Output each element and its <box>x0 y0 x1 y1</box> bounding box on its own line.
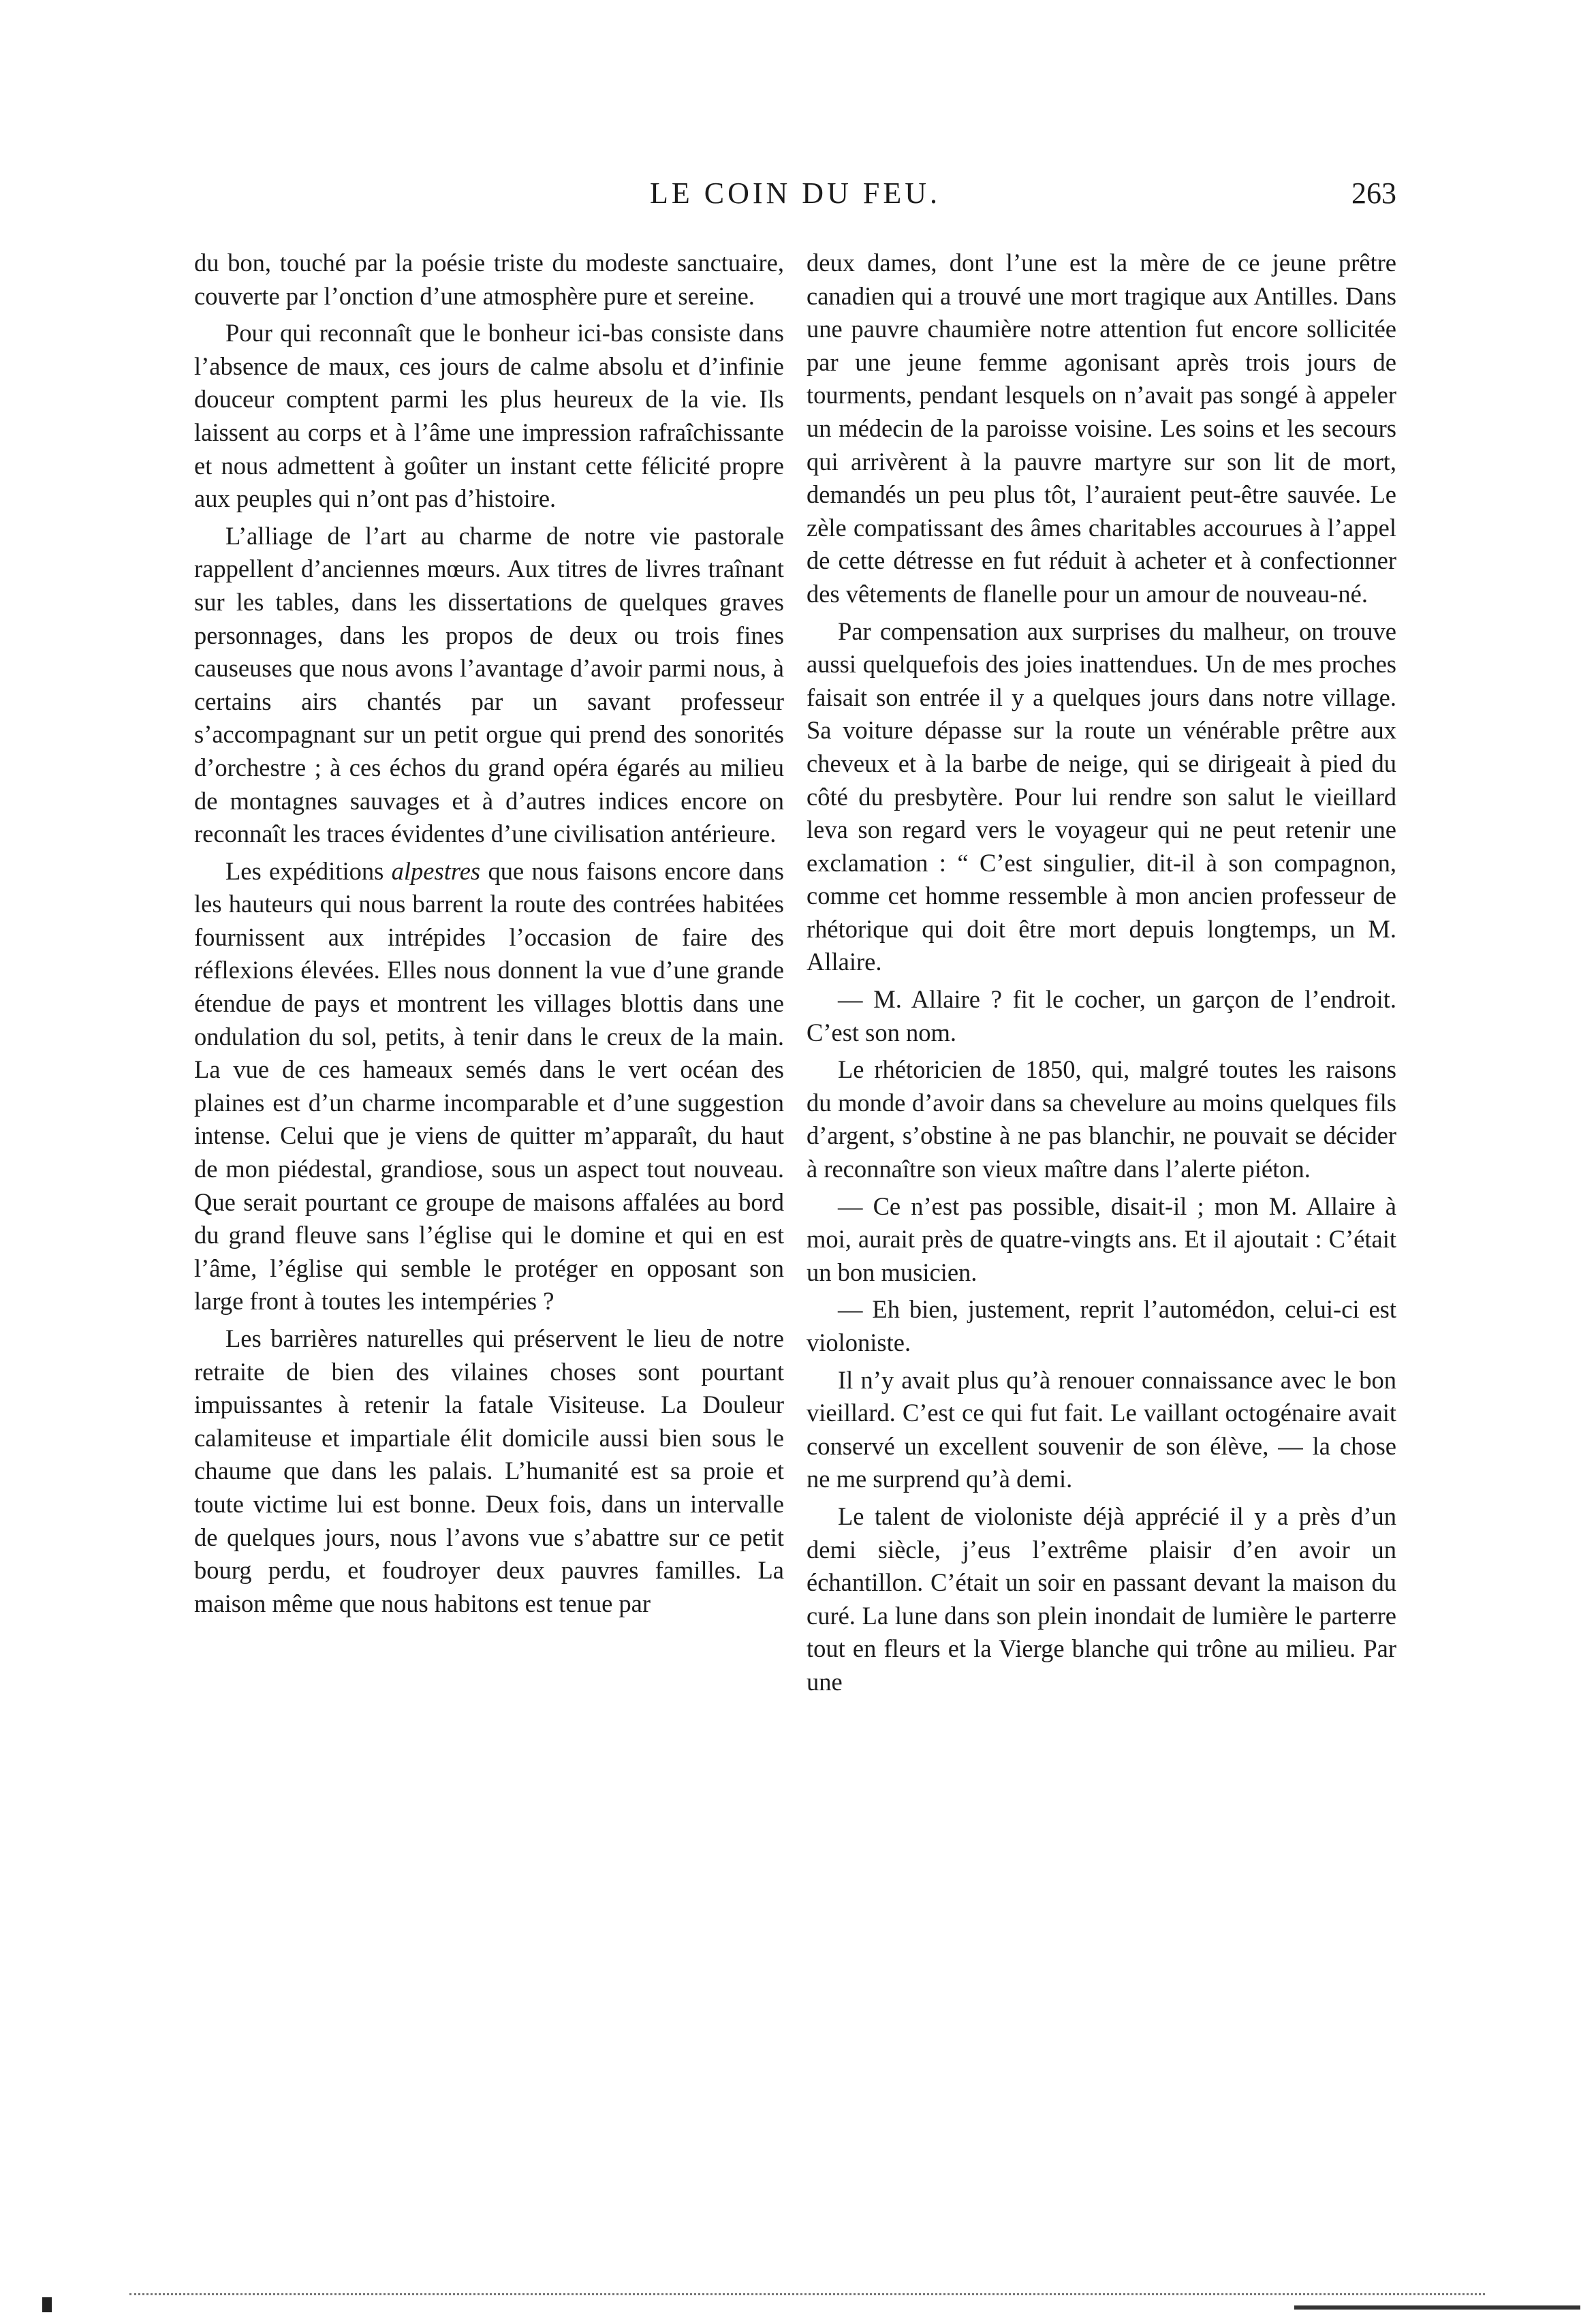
scan-mark <box>1294 2305 1580 2310</box>
paragraph: — M. Allaire ? fit le cocher, un garçon de l’endroit. C’est son nom. <box>807 985 1396 1046</box>
paragraph: Les barrières naturelles qui préservent le lieu de notre retraite de bien des vilaines choses sont pourtant impuissantes à retenir la fatale Visiteuse. La Douleur calamiteuse et impartiale élit domicile aussi bien sous le chaume que dans les palais. L’humanité est sa proie et toute victime lui est bonne. Deux fois, dans un intervalle de quelques jours, nous l’avons vue s’abattre sur ce petit bourg perdu, et foudroyer deux pauvres familles. La maison même que nous habitons est tenue par <box>194 1324 784 1617</box>
paragraph: Le rhétoricien de 1850, qui, malgré toutes les raisons du monde d’avoir dans sa chevelure au moins quelques fils d’argent, s’obstine à ne pas blanchir, ne pouvait se décider à reconnaître son vieux maître dans l’alerte piéton. <box>807 1055 1396 1183</box>
paragraph: — Eh bien, justement, reprit l’automédon, celui-ci est violoniste. <box>807 1295 1396 1356</box>
paragraph: L’alliage de l’art au charme de notre vie pastorale rappellent d’anciennes mœurs. Aux titres de livres traînant sur les tables, dans les dissertations de quelques graves personnages, dans les propos de deux ou trois fines causeuses que nous avons l’avantage d’avoir parmi nous, à certains airs chantés par un savant professeur s’accompagnant sur un petit orgue qui prend des sonorités d’orchestre ; à ces échos du grand opéra égarés au milieu de montagnes sauvages et à d’autres indices encore on reconnaît les traces évidentes d’une civilisation antérieure. <box>194 521 784 848</box>
right-column <box>807 247 1396 1703</box>
paragraph: Il n’y avait plus qu’à renouer connaissance avec le bon vieillard. C’est ce qui fut fait. Le vaillant octogénaire avait conservé un excellent souvenir de son élève, — la chose ne me surprend qu’à demi. <box>807 1365 1396 1493</box>
page-number: 263 <box>1351 176 1396 210</box>
paragraph-text: que nous faisons encore dans les hauteurs qui nous barrent la route des contrées habitées fournissent aux intrépides l’occasion de faire des réflexions élevées. Elles nous donnent la vue d’une grande étendue de pays et montrent les villages blottis dans une ondulation du sol, petits, à tenir dans le creux de la main. La vue de ces hameaux semés dans le vert océan des plaines est d’un charme incomparable et d’une suggestion intense. Celui que je viens de quitter m’apparaît, du haut de mon piédestal, grandiose, sous un aspect tout nouveau. Que serait pourtant ce groupe de maisons affalées au bord du grand fleuve sans l’église qui le domine et qui en est l’âme, l’église qui semble le protéger en opposant son large front à toutes les intempéries ? <box>194 856 784 1316</box>
paragraph: — Ce n’est pas possible, disait-il ; mon M. Allaire à moi, aurait près de quatre-vingts ans. Et il ajoutait : C’était un bon musicien. <box>807 1192 1396 1286</box>
scan-mark <box>42 2297 52 2312</box>
paragraph-text: Les expéditions <box>225 856 392 885</box>
page-header <box>194 176 1396 223</box>
scan-edge-rule <box>129 2293 1485 2295</box>
paragraph: du bon, touché par la poésie triste du modeste sanctuaire, couverte par l’onction d’une atmosphère pure et sereine. <box>194 249 784 310</box>
left-column <box>194 247 784 1624</box>
italic-word: alpestres <box>391 856 481 885</box>
paragraph: Pour qui reconnaît que le bonheur ici-bas consiste dans l’absence de maux, ces jours de calme absolu et d’infinie douceur comptent parmi les plus heureux de la vie. Ils laissent au corps et à l’âme une impression rafraîchissante et nous admettent à goûter un instant cette félicité propre aux peuples qui n’ont pas d’histoire. <box>194 319 784 513</box>
paragraph: deux dames, dont l’une est la mère de ce jeune prêtre canadien qui a trouvé une mort tragique aux Antilles. Dans une pauvre chaumière notre attention fut encore sollicitée par une jeune femme agonisant après trois jours de tourments, pendant lesquels on n’avait pas songé à appeler un médecin de la paroisse voisine. Les soins et les secours qui arrivèrent à la pauvre martyre sur son lit de mort, demandés un peu plus tôt, l’auraient peut-être sauvée. Le zèle compatissant des âmes charitables accourues à l’appel de cette détresse en fut réduit à acheter et à confectionner des vêtements de flanelle pour un amour de nouveau-né. <box>807 249 1396 608</box>
paragraph: Le talent de violoniste déjà apprécié il y a près d’un demi siècle, j’eus l’extrême plaisir d’en avoir un échantillon. C’était un soir en passant devant la maison du curé. La lune dans son plein inondait de lumière le parterre tout en fleurs et la Vierge blanche qui trône au milieu. Par une <box>807 1502 1396 1696</box>
running-head: LE COIN DU FEU. <box>650 176 941 210</box>
paragraph <box>194 855 784 1318</box>
paragraph: Par compensation aux surprises du malheur, on trouve aussi quelquefois des joies inattendues. Un de mes proches faisait son entrée il y a quelques jours dans notre village. Sa voiture dépasse sur la route un vénérable prêtre aux cheveux et à la barbe de neige, qui se dirigeait à pied du côté du presbytère. Pour lui rendre son salut le vieillard leva son regard vers le voyageur qui ne peut retenir une exclamation : “ C’est singulier, dit-il à son compagnon, comme cet homme ressemble à mon ancien professeur de rhétorique qui doit être mort depuis longtemps, un M. Allaire. <box>807 617 1396 976</box>
